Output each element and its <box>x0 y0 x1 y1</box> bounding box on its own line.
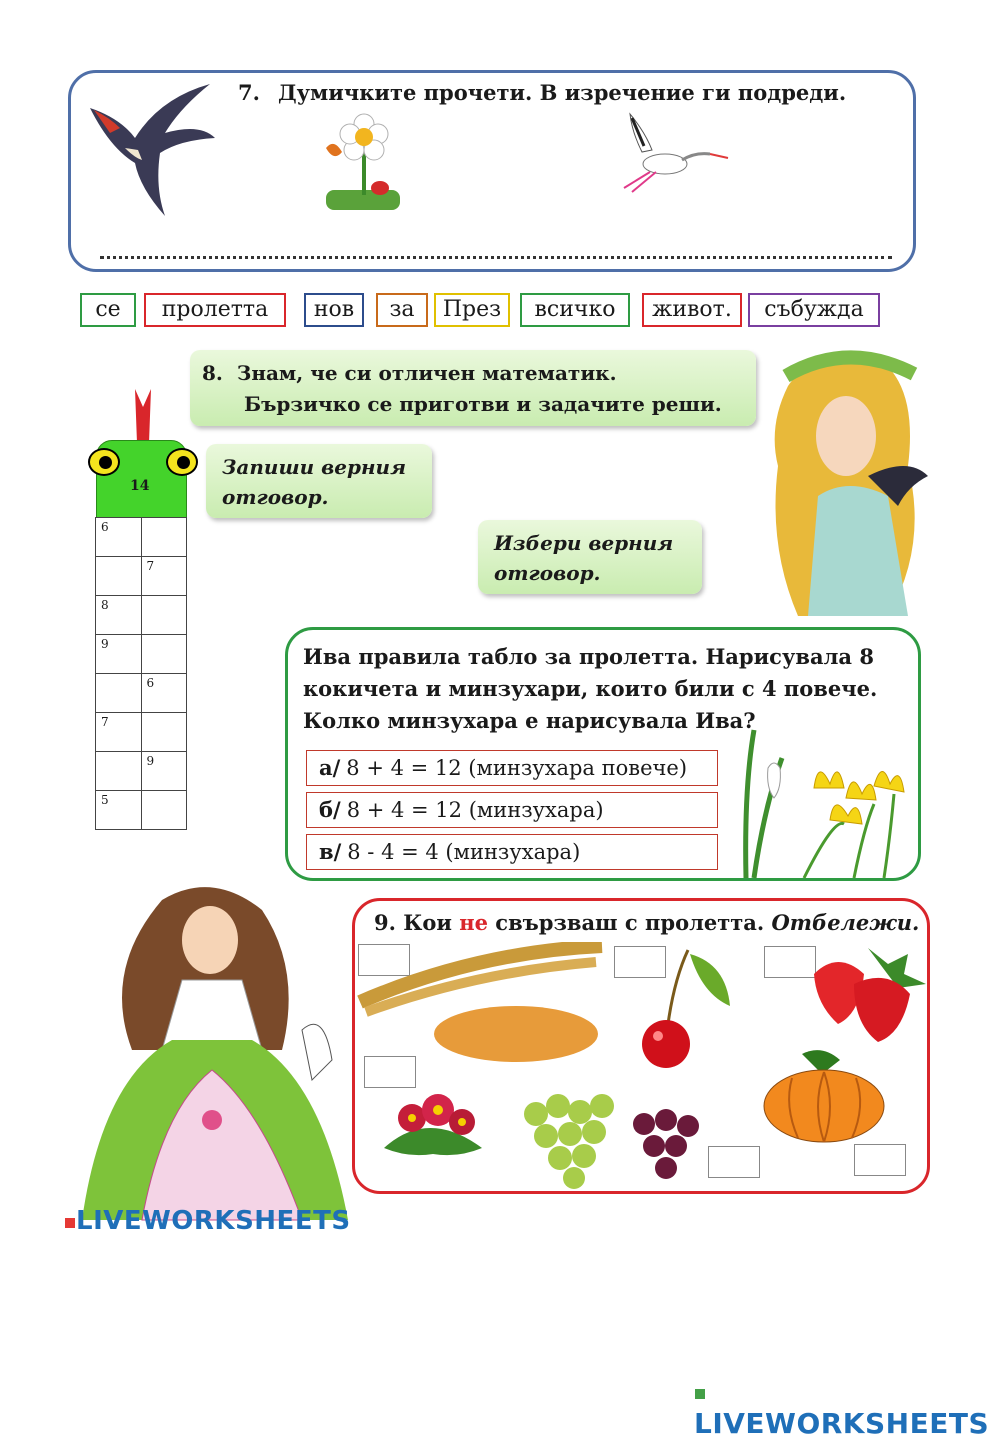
word-tile[interactable]: събужда <box>748 293 880 327</box>
answer-option-c[interactable]: в/ 8 - 4 = 4 (минзухара) <box>306 834 718 870</box>
word-tile[interactable]: се <box>80 293 136 327</box>
flower-butterfly-icon <box>322 110 404 212</box>
answer-option-a[interactable]: а/ 8 + 4 = 12 (минзухара повече) <box>306 750 718 786</box>
snake-top-number: 14 <box>130 478 150 494</box>
answer-option-b[interactable]: б/ 8 + 4 = 12 (минзухара) <box>306 792 718 828</box>
logo-square-icon <box>695 1389 705 1399</box>
word-tile[interactable]: нов <box>304 293 364 327</box>
strawberry-icon <box>808 944 928 1044</box>
cherry-icon <box>636 944 732 1068</box>
grid-cell[interactable]: 9 <box>141 752 187 791</box>
checkbox-grapes[interactable] <box>708 1146 760 1178</box>
liveworksheets-footer-logo: LIVEWORKSHEETS <box>694 1374 1000 1440</box>
snowdrop-crocus-icon <box>734 728 914 880</box>
grid-cell[interactable]: 6 <box>96 518 142 557</box>
grid-cell[interactable] <box>141 791 187 830</box>
grid-cell[interactable] <box>141 635 187 674</box>
answer-line[interactable] <box>100 246 892 259</box>
hint-choose-answer: Избери верния отговор. <box>478 520 702 594</box>
spring-fairy-icon <box>758 346 944 626</box>
snake-tongue-icon <box>132 389 154 443</box>
word-tile[interactable]: живот. <box>642 293 742 327</box>
word-tile[interactable]: пролетта <box>144 293 286 327</box>
grid-cell[interactable]: 7 <box>96 713 142 752</box>
grid-cell[interactable]: 9 <box>96 635 142 674</box>
stork-icon <box>620 112 730 194</box>
task7-title: 7. Думичките прочети. В изречение ги подреди. <box>238 80 847 105</box>
wheat-grain-icon <box>356 942 606 1066</box>
grapes-icon <box>516 1084 712 1194</box>
number-snake-grid <box>95 517 187 830</box>
grid-cell[interactable]: 5 <box>96 791 142 830</box>
snake-eye-icon <box>166 448 198 476</box>
grid-cell[interactable] <box>141 596 187 635</box>
word-tile[interactable]: През <box>434 293 510 327</box>
word-problem-text: Ива правила табло за пролетта. Нарисувала 8 кокичета и минзухари, които били с 4 повече. Колко минзухара е нарисувала Ива? <box>303 644 878 733</box>
logo-square-icon <box>65 1218 75 1228</box>
grid-cell[interactable] <box>141 518 187 557</box>
grid-cell[interactable] <box>141 713 187 752</box>
grid-cell[interactable] <box>96 752 142 791</box>
grid-cell[interactable]: 7 <box>141 557 187 596</box>
swallow-icon <box>80 78 220 218</box>
checkbox-pumpkin[interactable] <box>854 1144 906 1176</box>
liveworksheets-logo: LIVEWORKSHEETS <box>64 1206 351 1236</box>
grid-cell[interactable]: 6 <box>141 674 187 713</box>
grid-cell[interactable] <box>96 557 142 596</box>
grid-cell[interactable]: 8 <box>96 596 142 635</box>
word-tile[interactable]: за <box>376 293 428 327</box>
grid-cell[interactable] <box>96 674 142 713</box>
task9-title: 9. Кои не свързваш с пролетта. Отбележи. <box>374 910 920 935</box>
word-tile[interactable]: всичко <box>520 293 630 327</box>
primrose-icon <box>378 1088 488 1158</box>
spring-girl-icon <box>62 880 352 1224</box>
hint-write-answer: Запиши верния отговор. <box>206 444 432 518</box>
snake-eye-icon <box>88 448 120 476</box>
task8-title-card: 8. Знам, че си отличен математик. Бързичко се приготви и задачите реши. <box>190 350 756 426</box>
pumpkin-icon <box>762 1044 892 1144</box>
